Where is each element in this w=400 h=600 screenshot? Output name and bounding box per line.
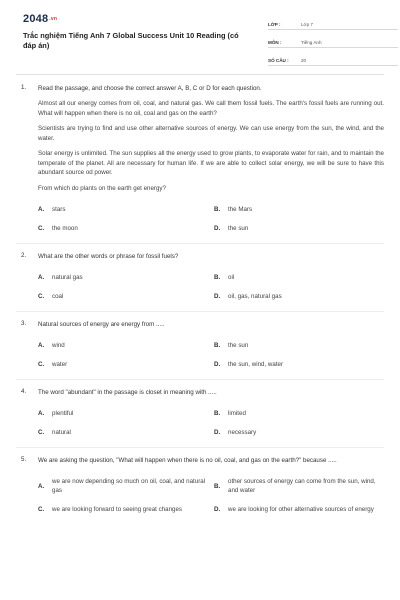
option-label: C. xyxy=(38,506,45,513)
option-label: A. xyxy=(38,206,45,213)
option-text: the sun xyxy=(228,342,249,349)
option-label: B. xyxy=(214,482,221,490)
option-text: oil xyxy=(228,274,235,281)
question-3 xyxy=(16,320,384,369)
option-text: stars xyxy=(52,206,66,213)
question-text: Read the passage, and choose the correct answer A, B, C or D for each question. xyxy=(38,85,262,92)
option-text: coal xyxy=(52,293,64,300)
answer-option-d[interactable] xyxy=(214,224,386,233)
option-text: other sources of energy can come from the sun, wind, and water xyxy=(228,478,376,494)
option-label: A. xyxy=(38,342,45,349)
option-text: we are looking for other alternative sources of energy xyxy=(228,506,374,513)
question-divider xyxy=(16,311,384,312)
logo-domain: .vn xyxy=(49,16,58,22)
answer-option-d[interactable] xyxy=(214,428,386,437)
question-5 xyxy=(16,456,384,514)
question-number: 4. xyxy=(21,388,27,395)
option-label: C. xyxy=(38,293,45,300)
quiz-meta xyxy=(268,14,398,68)
answer-options xyxy=(38,205,384,233)
meta-grade xyxy=(268,14,398,30)
answer-option-c[interactable] xyxy=(38,292,210,301)
question-divider xyxy=(16,379,384,380)
question-text: What are the other words or phrase for fossil fuels? xyxy=(38,253,179,260)
answer-option-c[interactable] xyxy=(38,224,210,233)
option-text: oil, gas, natural gas xyxy=(228,293,282,300)
option-text: the sun xyxy=(228,225,249,232)
question-divider xyxy=(16,243,384,244)
option-label: C. xyxy=(38,429,45,436)
option-text: we are now depending so much on oil, coal, and natural gas xyxy=(52,478,206,494)
answer-option-b[interactable] xyxy=(214,273,386,282)
option-label: A. xyxy=(38,482,45,490)
question-divider xyxy=(16,447,384,448)
answer-option-b[interactable] xyxy=(214,341,386,350)
question-number: 1. xyxy=(21,84,27,91)
answer-option-d[interactable] xyxy=(214,360,386,369)
passage-paragraph: Scientists are trying to find and use other alternative sources of energy. We can use energy from the sun, the wind, and the water. xyxy=(38,125,384,142)
meta-value: Tiếng Anh xyxy=(301,40,322,45)
option-text: the Mars xyxy=(228,206,253,213)
option-text: the moon xyxy=(52,225,78,232)
option-label: D. xyxy=(214,225,221,232)
passage-paragraph: Solar energy is unlimited. The sun supplies all the energy used to grow plants, to evaporate water for rain, and to maintain the temperate of the planet. All are necessary for human life. If we are able to collect solar energy, we will be sure to have this abundant source od power. xyxy=(38,150,384,176)
answer-option-a[interactable] xyxy=(38,409,210,418)
option-label: D. xyxy=(214,293,221,300)
question-text: The word "abundant" in the passage is closet in meaning with ..... xyxy=(38,389,217,396)
sub-question-text: From which do plants on the earth get energy? xyxy=(38,184,166,192)
page-title: Trắc nghiệm Tiếng Anh 7 Global Success Unit 10 Reading (có đáp án) xyxy=(23,31,239,50)
option-text: limited xyxy=(228,410,246,417)
option-text: natural gas xyxy=(52,274,83,281)
question-number: 3. xyxy=(21,320,27,327)
question-4 xyxy=(16,388,384,437)
page-header xyxy=(16,0,384,70)
question-text: We are asking the question, "What will happen when there is no oil, coal, and gas on the earth?" because ..... xyxy=(38,457,337,464)
answer-options xyxy=(38,477,384,514)
answer-option-c[interactable] xyxy=(38,360,210,369)
question-number: 5. xyxy=(21,456,27,463)
option-text: natural xyxy=(52,429,71,436)
option-text: plentiful xyxy=(52,410,74,417)
passage-paragraph: Almost all our energy comes from oil, coal, and natural gas. We call them fossil fuels. The earth's fossil fuels are running out. What will happen when there is no oil, coal and gas on the earth? xyxy=(38,100,384,117)
option-label: A. xyxy=(38,274,45,281)
answer-option-c[interactable] xyxy=(38,428,210,437)
option-label: D. xyxy=(214,361,221,368)
answer-option-b[interactable] xyxy=(214,205,386,214)
logo-main: 2048 xyxy=(23,13,49,25)
option-text: we are looking forward to seeing great changes xyxy=(52,506,183,513)
option-label: D. xyxy=(214,506,221,513)
option-label: B. xyxy=(214,206,221,213)
meta-label: MÔN : xyxy=(268,40,282,45)
meta-value: Lớp 7 xyxy=(301,22,313,27)
answer-option-c[interactable] xyxy=(38,505,210,514)
answer-option-d[interactable] xyxy=(214,292,386,301)
meta-question-count xyxy=(268,50,398,66)
option-label: D. xyxy=(214,429,221,436)
answer-options xyxy=(38,341,384,369)
meta-label: SỐ CÂU : xyxy=(268,58,289,63)
option-label: B. xyxy=(214,342,221,349)
answer-option-a[interactable] xyxy=(38,273,210,282)
meta-subject xyxy=(268,32,398,48)
question-list xyxy=(16,84,384,514)
option-text: necessary xyxy=(228,429,257,436)
option-label: C. xyxy=(38,361,45,368)
header-divider xyxy=(16,74,384,75)
question-2 xyxy=(16,252,384,301)
option-text: the sun, wind, water xyxy=(228,361,284,368)
option-text: water xyxy=(52,361,68,368)
answer-option-a[interactable] xyxy=(38,205,210,214)
option-label: C. xyxy=(38,225,45,232)
answer-option-a[interactable] xyxy=(38,477,210,495)
answer-options xyxy=(38,409,384,437)
answer-option-a[interactable] xyxy=(38,341,210,350)
question-text: Natural sources of energy are energy from ..... xyxy=(38,321,165,328)
answer-option-b[interactable] xyxy=(214,409,386,418)
answer-option-b[interactable] xyxy=(214,477,386,495)
option-label: B. xyxy=(214,274,221,281)
question-number: 2. xyxy=(21,252,27,259)
answer-options xyxy=(38,273,384,301)
answer-option-d[interactable] xyxy=(214,505,386,514)
site-logo[interactable] xyxy=(23,13,57,25)
meta-value: 20 xyxy=(301,58,307,63)
option-text: wind xyxy=(52,342,65,349)
option-label: B. xyxy=(214,410,221,417)
meta-label: LỚP : xyxy=(268,22,281,27)
question-1 xyxy=(16,84,384,233)
option-label: A. xyxy=(38,410,45,417)
